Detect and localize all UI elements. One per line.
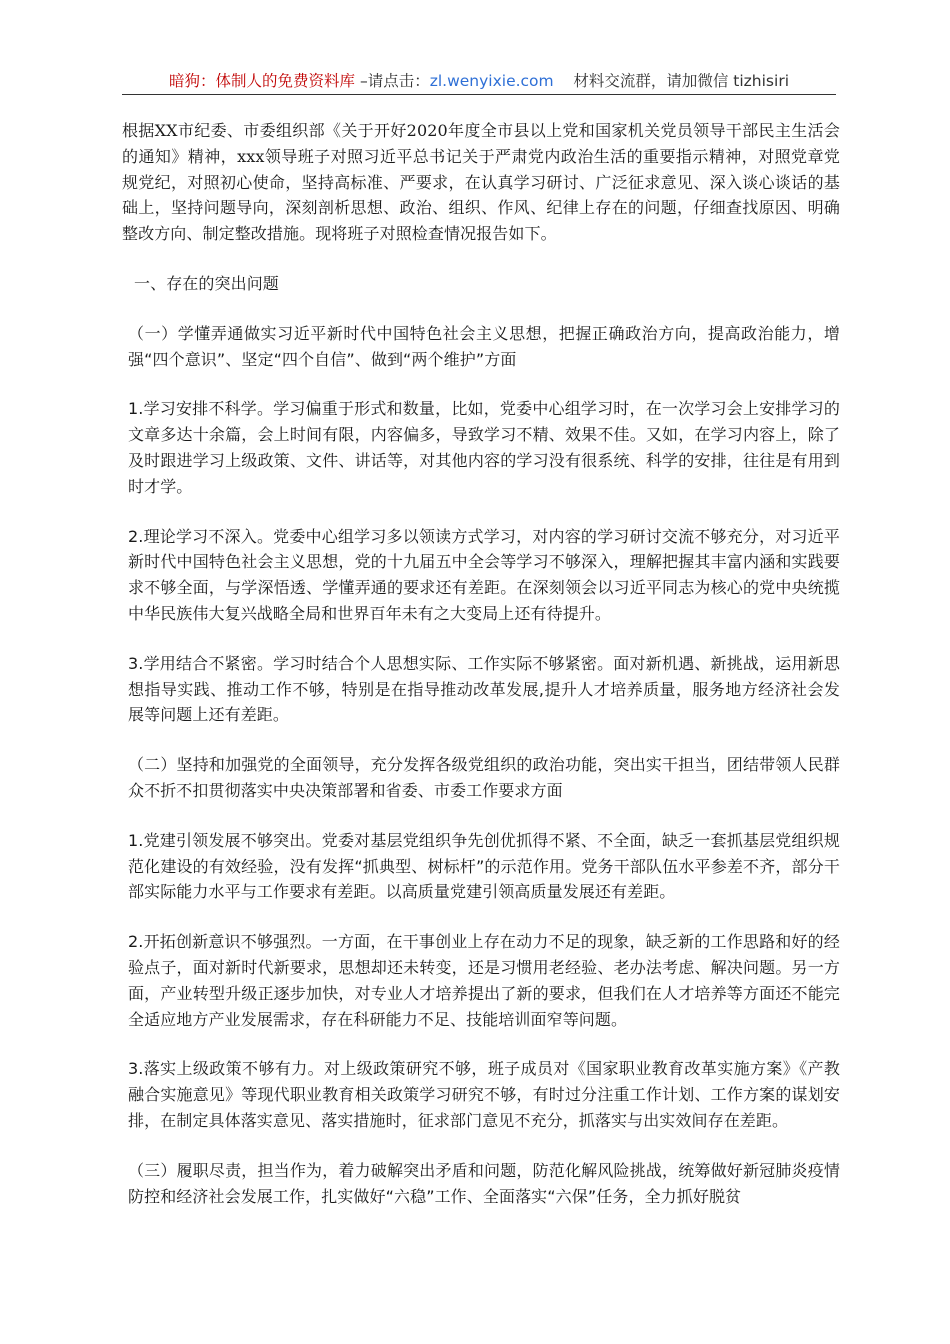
subsection-heading-2: （二）坚持和加强党的全面领导，充分发挥各级党组织的政治功能，突出实干担当，团结带领人民群众不折不扣贯彻落实中央决策部署和省委、市委工作要求方面 — [128, 755, 840, 800]
page-header — [122, 68, 836, 95]
header-brand: 暗狗：体制人的免费资料库 — [169, 72, 356, 90]
paragraph-item: 3.学用结合不紧密。学习时结合个人思想实际、工作实际不够紧密。面对新机遇、新挑战，运用新思想指导实践、推动工作不够，特别是在指导推动改革发展,提升人才培养质量，服务地方经济社会发展等问题上还有差距。 — [128, 653, 840, 725]
paragraph-item: 3.落实上级政策不够有力。对上级政策研究不够，班子成员对《国家职业教育改革实施方案》《产教融合实施意见》等现代职业教育相关政策学习研究不够，有时过分注重工作计划、工作方案的谋划安排，在制定具体落实意见、落实措施时，征求部门意见不充分，抓落实与出实效间存在差距。 — [128, 1059, 840, 1130]
paragraph-item: 2.开拓创新意识不够强烈。一方面，在干事创业上存在动力不足的现象，缺乏新的工作思路和好的经验点子，面对新时代新要求，思想却还未转变，还是习惯用老经验、老办法考虑、解决问题。另一方面，产业转型升级正逐步加快，对专业人才培养提出了新的要求，但我们在人才培养等方面还不能完全适应地方产业发展需求，存在科研能力不足、技能培训面窄等问题。 — [128, 932, 840, 1029]
paragraph-item: 1.学习安排不科学。学习偏重于形式和数量，比如，党委中心组学习时，在一次学习会上安排学习的文章多达十余篇，会上时间有限，内容偏多，导致学习不精、效果不佳。又如，在学习内容上，除了及时跟进学习上级政策、文件、讲话等，对其他内容的学习没有很系统、科学的安排，往往是有用到时才学。 — [128, 399, 840, 496]
intro-paragraph: 根据XX市纪委、市委组织部《关于开好2020年度全市县以上党和国家机关党员领导干部民主生活会的通知》精神，xxx领导班子对照习近平总书记关于严肃党内政治生活的重要指示精神，对照党章党规党纪，对照初心使命，坚持高标准、严要求，在认真学习研讨、广泛征求意见、深入谈心谈话的基础上，坚持问题导向，深刻剖析思想、政治、组织、作风、纪律上存在的问题，仔细查找原因、明确整改方向、制定整改措施。现将班子对照检查情况报告如下。 — [122, 121, 840, 244]
header-note — [554, 72, 789, 90]
section-heading: 一、存在的突出问题 — [134, 273, 279, 293]
header-note-text: 材料交流群，请加微信 tizhisiri — [573, 72, 789, 90]
subsection-heading-3: （三）履职尽责，担当作为，着力破解突出矛盾和问题，防范化解风险挑战，统筹做好新冠肺炎疫情防控和经济社会发展工作，扎实做好“六稳”工作、全面落实“六保”任务，全力抓好脱贫 — [128, 1160, 840, 1206]
document-body — [122, 118, 840, 1233]
header-url-link[interactable]: zl.wenyixie.com — [429, 72, 554, 90]
header-separator: –请点击： — [355, 72, 430, 90]
paragraph-item: 2.理论学习不深入。党委中心组学习多以领读方式学习，对内容的学习研讨交流不够充分，对习近平新时代中国特色社会主义思想，党的十九届五中全会等学习不够深入，理解把握其丰富内涵和实践要求不够全面，与学深悟透、学懂弄通的要求还有差距。在深刻领会以习近平同志为核心的党中央统揽中华民族伟大复兴战略全局和世界百年未有之大变局上还有待提升。 — [128, 526, 840, 623]
subsection-heading-1: （一）学懂弄通做实习近平新时代中国特色社会主义思想，把握正确政治方向，提高政治能力，增强“四个意识”、坚定“四个自信”、做到“两个维护”方面 — [128, 323, 840, 369]
paragraph-item: 1.党建引领发展不够突出。党委对基层党组织争先创优抓得不紧、不全面，缺乏一套抓基层党组织规范化建设的有效经验，没有发挥“抓典型、树标杆”的示范作用。党务干部队伍水平参差不齐，部分干部实际能力水平与工作要求有差距。以高质量党建引领高质量发展还有差距。 — [128, 830, 840, 902]
